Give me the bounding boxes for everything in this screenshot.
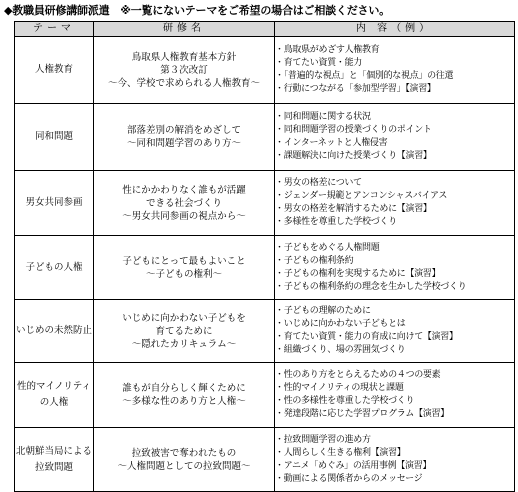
- name-line: 部落差別の解消をめざして: [126, 125, 241, 136]
- name-line: 子どもにとって最もよいこと: [122, 255, 246, 267]
- content-cell: [275, 104, 515, 171]
- content-line: ・同和問題に関する状況: [275, 112, 371, 122]
- name-line: ～今、学校で求められる人権教育～: [107, 77, 260, 89]
- name-line: ～同和問題学習のあり方～: [126, 138, 241, 149]
- name-line: ～人権問題としての拉致問題～: [117, 460, 251, 472]
- name-line: 育てるために: [155, 325, 213, 337]
- content-cell: [275, 37, 515, 104]
- content-line: ・人間らしく生きる権利【演習】: [275, 447, 406, 458]
- table-row: [15, 300, 515, 363]
- content-cell: [275, 363, 515, 428]
- name-line: いじめに向かわない子どもを: [122, 312, 246, 324]
- table-row: [15, 428, 515, 492]
- theme-line: 拉致問題: [34, 461, 73, 473]
- theme-cell: [15, 37, 94, 104]
- theme-cell: [15, 104, 94, 171]
- header-theme: テーマ: [15, 22, 94, 37]
- content-cell: [275, 300, 515, 363]
- name-line: できる社会づくり: [145, 197, 222, 209]
- content-line: ・子どもの権利条約の理念を生かした学校づくり: [275, 281, 467, 292]
- name-cell: [94, 236, 275, 300]
- name-line: 拉致被害で奪われたもの: [131, 447, 237, 459]
- theme-line: 人権教育: [34, 64, 73, 75]
- content-line: ・子どもの権利を実現するために【演習】: [275, 268, 441, 279]
- theme-cell: [15, 171, 94, 236]
- content-line: ・同和問題学習の授業づくりのポイント: [275, 125, 432, 135]
- content-line: ・男女の格差について: [275, 178, 362, 188]
- content-line: ・育てたい資質・能力の育成に向けて【演習】: [275, 332, 458, 342]
- content-line: ・いじめに向かわない子どもとは: [275, 319, 406, 329]
- name-line: ～子どもの権利～: [145, 268, 222, 280]
- content-line: ・発達段階に応じた学習プログラム【演習】: [275, 409, 449, 419]
- name-line: ～隠れたカリキュラム～: [131, 338, 237, 350]
- theme-line: 子どもの人権: [25, 261, 83, 273]
- content-line: ・男女の格差を解消するために【演習】: [275, 204, 432, 214]
- header-name: 研修名: [94, 22, 275, 37]
- header-content: 内 容（例）: [275, 22, 515, 37]
- name-line: 第３次改訂: [160, 64, 208, 76]
- content-line: ・性的マイノリティの現状と課題: [275, 383, 404, 393]
- name-line: ～男女共同参画の視点から～: [122, 210, 246, 222]
- content-line: ・「普遍的な視点」と「個別的な視点」の往還: [275, 71, 454, 81]
- table-row: [15, 104, 515, 171]
- name-cell: [94, 37, 275, 104]
- theme-line: 同和問題: [34, 131, 73, 142]
- content-line: ・行動につながる「参加型学習」【演習】: [275, 84, 436, 94]
- name-line: 性にかかわりなく誰もが活躍: [122, 184, 246, 196]
- content-cell: [275, 236, 515, 300]
- content-line: ・性のあり方をとらえるための４つの要素: [275, 370, 441, 380]
- page-title: ◆教職員研修講師派遣 ※一覧にないテーマをご希望の場合はご相談ください。: [4, 4, 390, 17]
- content-line: ・育てたい資質・能力: [275, 58, 363, 68]
- content-line: ・課題解決に向けた授業づくり【演習】: [275, 151, 432, 161]
- name-cell: [94, 300, 275, 363]
- content-cell: [275, 171, 515, 236]
- content-line: ・子どもをめぐる人権問題: [275, 242, 380, 253]
- theme-cell: [15, 300, 94, 363]
- content-cell: [275, 428, 515, 492]
- table-header-row: [15, 22, 515, 37]
- content-line: ・性の多様性を尊重した学校づくり: [275, 396, 415, 406]
- theme-cell: [15, 236, 94, 300]
- content-line: ・インターネットと人権侵害: [275, 138, 388, 148]
- name-line: 誰もが自分らしく輝くために: [122, 383, 246, 394]
- theme-line: いじめの未然防止: [15, 325, 92, 336]
- training-table: [14, 21, 515, 492]
- table-row: [15, 236, 515, 300]
- table-row: [15, 37, 515, 104]
- name-cell: [94, 171, 275, 236]
- content-line: ・多様性を尊重した学校づくり: [275, 217, 397, 227]
- content-line: ・アニメ「めぐみ」の活用事例【演習】: [275, 460, 432, 471]
- theme-line: 北朝鮮当局による: [15, 445, 92, 457]
- theme-cell: [15, 363, 94, 428]
- theme-cell: [15, 428, 94, 492]
- name-cell: [94, 363, 275, 428]
- name-line: ～多様な性のあり方と人権～: [122, 396, 246, 407]
- table-row: [15, 363, 515, 428]
- content-line: ・拉致問題学習の進め方: [275, 434, 371, 445]
- content-line: ・鳥取県がめざす人権教育: [275, 45, 380, 55]
- theme-line: の人権: [39, 397, 69, 408]
- theme-line: 性的マイノリティ: [17, 381, 91, 392]
- content-line: ・子どもの理解のために: [275, 306, 371, 316]
- content-line: ・組織づくり、場の雰囲気づくり: [275, 345, 406, 355]
- name-line: 鳥取県人権教育基本方針: [131, 51, 237, 63]
- theme-line: 男女共同参画: [25, 197, 83, 208]
- table-row: [15, 171, 515, 236]
- content-line: ・子どもの権利条約: [275, 255, 354, 266]
- name-cell: [94, 104, 275, 171]
- content-line: ・ジェンダー規範とアンコンシャスバイアス: [275, 191, 448, 201]
- name-cell: [94, 428, 275, 492]
- content-line: ・動画による関係者からのメッセージ: [275, 473, 423, 484]
